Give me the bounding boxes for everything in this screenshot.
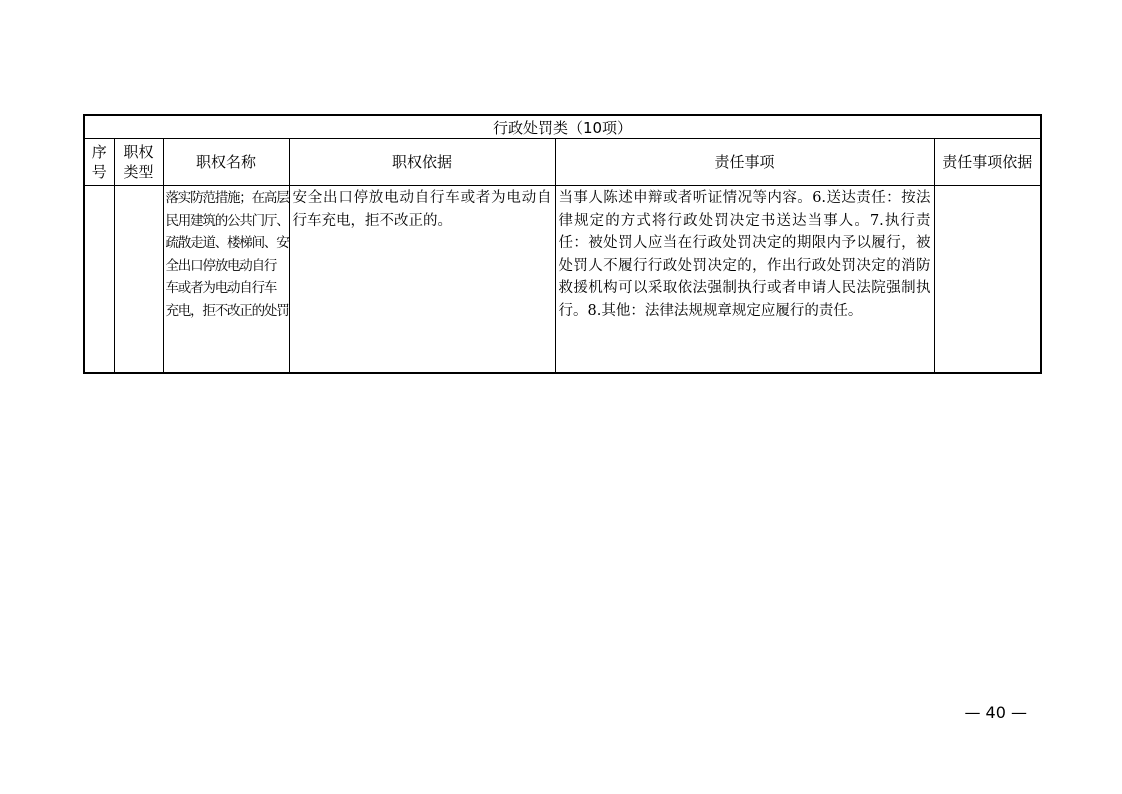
header-seq [84,139,114,186]
cell-duty: 当事人陈述申辩或者听证情况等内容。6.送达责任：按法律规定的方式将行政处罚决定书送达当事人。7.执行责任：被处罚人应当在行政处罚决定的期限内予以履行，被处罚人不履行行政处罚决定的，作出行政处罚决定的消防救援机构可以采取依法强制执行或者申请人民法院强制执行。8.其他：法律法规规章规定应履行的责任。 [555,186,934,374]
page-number: — 40 — [964,703,1027,722]
cell-name-line: 疏散走道、楼梯间、安 [165,235,289,251]
cell-name-line: 车或者为电动自行车 [165,280,277,296]
header-type [114,139,163,186]
header-seq-line2: 号 [91,163,107,181]
table-row [84,186,1041,374]
cell-name-line: 全出口停放电动自行 [165,257,277,274]
header-duty: 责任事项 [555,139,934,186]
cell-name [163,186,289,374]
header-type-line1: 职权 [123,143,154,161]
header-name: 职权名称 [163,139,289,186]
table-caption: 行政处罚类（10项） [84,115,1041,139]
header-seq-line1: 序 [91,143,107,161]
cell-name-line: 落实防范措施；在高层 [165,190,289,206]
power-list-table-container [83,114,1040,374]
cell-name-line: 民用建筑的公共门厅、 [165,212,289,229]
cell-type [114,186,163,374]
cell-seq [84,186,114,374]
header-type-line2: 类型 [123,163,154,181]
cell-duty-basis [934,186,1041,374]
power-list-table [83,114,1042,374]
cell-basis: 安全出口停放电动自行车或者为电动自行车充电，拒不改正的。 [289,186,555,374]
header-duty-basis: 责任事项依据 [934,139,1041,186]
cell-name-line: 充电，拒不改正的处罚 [165,302,289,319]
header-basis: 职权依据 [289,139,555,186]
